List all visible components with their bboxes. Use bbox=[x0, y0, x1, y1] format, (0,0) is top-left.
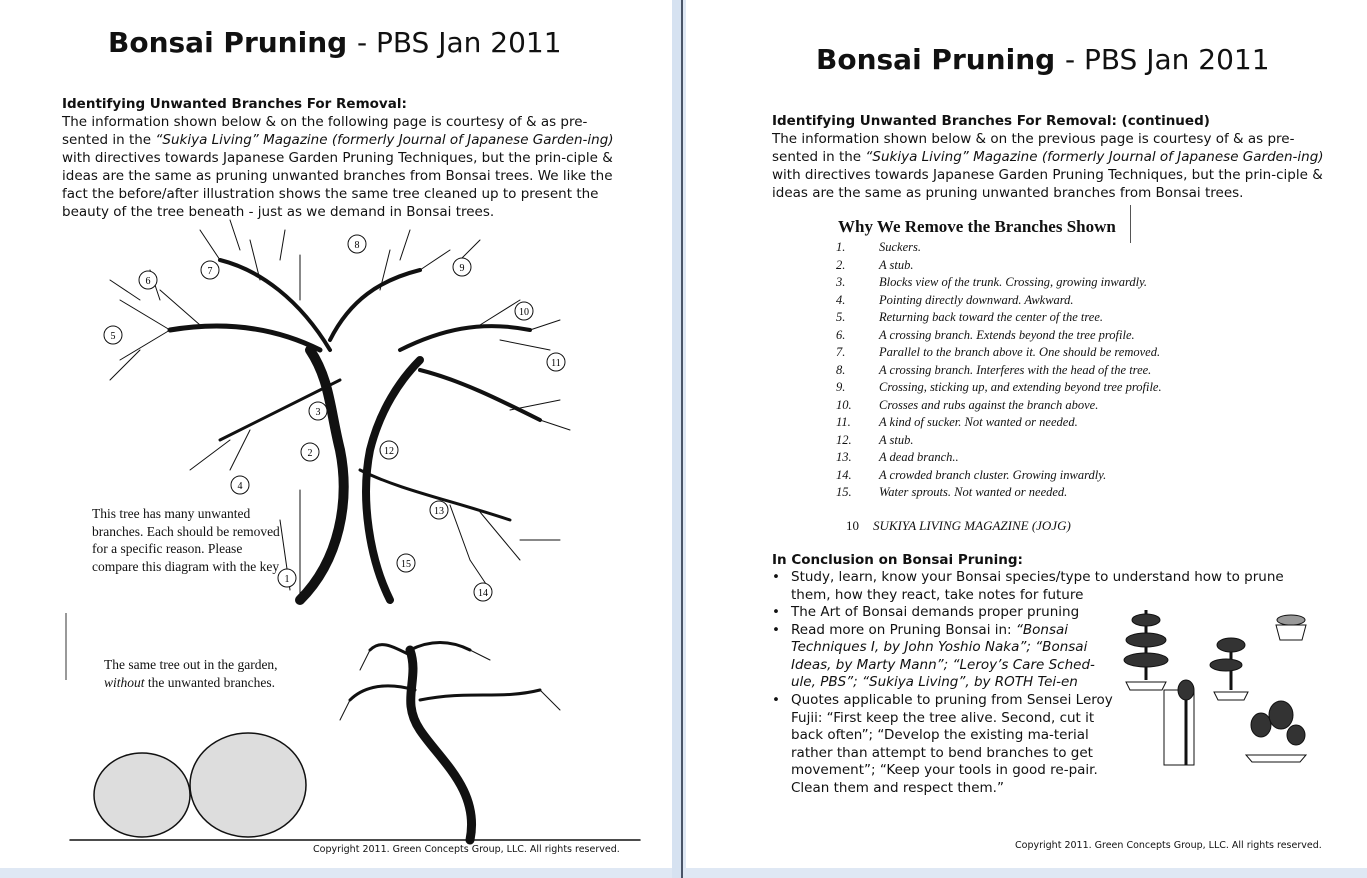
key-number: 7. bbox=[836, 345, 846, 359]
key-item bbox=[836, 398, 1162, 416]
branch-marker-label: 2 bbox=[307, 448, 313, 459]
key-item bbox=[836, 485, 1162, 503]
key-text: Water sprouts. Not wanted or needed. bbox=[879, 485, 1068, 499]
bullet-text: Read more on Pruning Bonsai in: bbox=[791, 621, 1016, 638]
key-number: 8. bbox=[836, 362, 846, 377]
key-item bbox=[836, 468, 1162, 486]
key-number: 15. bbox=[836, 485, 852, 499]
branch-marker-label: 6 bbox=[145, 276, 151, 287]
key-text: Crossing, sticking up, and extending beyond tree profile. bbox=[879, 380, 1162, 394]
branch-marker-label: 4 bbox=[237, 481, 243, 492]
intro-text: The information shown below & on the following page is courtesy of & as pre-sented in the bbox=[62, 114, 588, 148]
copyright: Copyright 2011. Green Concepts Group, LLC. All rights reserved. bbox=[1015, 840, 1322, 851]
key-text: A stub. bbox=[879, 257, 914, 272]
key-item bbox=[836, 345, 1162, 363]
caption-after-text-cont: the unwanted branches. bbox=[144, 674, 275, 690]
key-item bbox=[836, 415, 1162, 433]
bullet-item: • The Art of Bonsai demands proper pruning bbox=[772, 604, 1122, 622]
key-text: A stub. bbox=[879, 432, 914, 447]
bullet-item bbox=[772, 622, 1116, 692]
key-number: 4. bbox=[836, 292, 846, 307]
branch-key-list bbox=[836, 240, 1162, 503]
branch-marker-label: 14 bbox=[478, 588, 488, 599]
intro-text: The information shown below & on the previous page is courtesy of & as pre-sented in the bbox=[772, 131, 1295, 165]
conclusion-bullets bbox=[772, 604, 1122, 798]
key-item bbox=[836, 258, 1162, 276]
key-item bbox=[836, 450, 1162, 468]
copyright: Copyright 2011. Green Concepts Group, LLC. All rights reserved. bbox=[313, 844, 620, 855]
intro-italic: “Sukiya Living” Magazine (formerly Journal of Japanese Garden-ing) bbox=[155, 132, 614, 148]
branch-marker-label: 13 bbox=[434, 506, 444, 517]
key-number: 3. bbox=[836, 275, 846, 289]
key-number: 5. bbox=[836, 310, 846, 324]
bullet-italic: “Bonsai Techniques I, by John Yoshio Naka”; “Bonsai Ideas, by Marty Mann”; “Leroy’s Care Sched-ule, PBS”; “Sukiya Living”, by ROTH Tei-en bbox=[791, 621, 1095, 691]
source-credit bbox=[846, 518, 1071, 534]
key-item bbox=[836, 310, 1162, 328]
tree-illustration bbox=[0, 0, 672, 868]
key-text: Returning back toward the center of the tree. bbox=[879, 310, 1104, 324]
key-text: A kind of sucker. Not wanted or needed. bbox=[879, 415, 1078, 429]
branch-marker-label: 11 bbox=[551, 358, 561, 369]
section-heading: Identifying Unwanted Branches For Removal: bbox=[62, 96, 407, 112]
key-text: Suckers. bbox=[879, 240, 921, 254]
key-item bbox=[836, 328, 1162, 346]
title-suffix: - PBS Jan 2011 bbox=[1064, 43, 1270, 76]
key-item bbox=[836, 363, 1162, 381]
margin-mark bbox=[1130, 205, 1131, 243]
caption-before: This tree has many unwanted branches. Each should be removed for a specific reason. Please compare this diagram with the key bbox=[92, 506, 280, 574]
key-number: 14. bbox=[836, 467, 852, 482]
branch-marker-label: 15 bbox=[401, 559, 411, 570]
key-text: A crossing branch. Extends beyond the tree profile. bbox=[879, 327, 1135, 342]
source-page-number: 10 bbox=[846, 518, 859, 533]
conclusion-heading-wrap bbox=[772, 551, 1023, 569]
key-number: 6. bbox=[836, 327, 846, 342]
bullet-item: • Quotes applicable to pruning from Sensei Leroy Fujii: “First keep the tree alive. Second, cut it back often”; “Develop the existing ma-terial rather than attempt to bend branches to get movement”; “Keep your tools in good re-pair. Clean them and respect them.” bbox=[772, 692, 1116, 798]
caption-after bbox=[104, 656, 314, 691]
key-number: 12. bbox=[836, 432, 852, 447]
intro-text-cont: with directives towards Japanese Garden Pruning Techniques, but the prin-ciple & ideas are the same as pruning unwanted branches from Bonsai trees. bbox=[772, 167, 1323, 201]
key-number: 13. bbox=[836, 450, 852, 464]
caption-after-text: The same tree out in the garden, bbox=[104, 657, 278, 672]
branch-marker-label: 3 bbox=[315, 407, 321, 418]
key-text: Parallel to the branch above it. One should be removed. bbox=[879, 345, 1161, 359]
bullet-item: • Study, learn, know your Bonsai species/type to understand how to prune them, how they react, take notes for future bbox=[772, 569, 1311, 604]
intro-italic: “Sukiya Living” Magazine (formerly Journal of Japanese Garden-ing) bbox=[865, 149, 1324, 165]
key-title: Why We Remove the Branches Shown bbox=[838, 217, 1116, 236]
branch-marker-label: 12 bbox=[384, 446, 394, 457]
key-number: 1. bbox=[836, 240, 846, 254]
key-item bbox=[836, 275, 1162, 293]
title-main: Bonsai Pruning bbox=[816, 43, 1056, 76]
branch-marker-label: 8 bbox=[354, 240, 360, 251]
page-divider bbox=[681, 0, 683, 878]
key-text: Pointing directly downward. Awkward. bbox=[879, 292, 1074, 307]
branch-marker-label: 1 bbox=[284, 574, 290, 585]
key-item bbox=[836, 380, 1162, 398]
caption-after-italic: without bbox=[104, 674, 145, 690]
key-number: 11. bbox=[836, 415, 851, 429]
title-suffix: - PBS Jan 2011 bbox=[356, 26, 562, 59]
key-item bbox=[836, 433, 1162, 451]
key-text: A dead branch.. bbox=[879, 450, 959, 464]
conclusion-heading: In Conclusion on Bonsai Pruning: bbox=[772, 552, 1023, 568]
branch-marker-label: 9 bbox=[459, 263, 465, 274]
branch-marker-label: 7 bbox=[207, 266, 213, 277]
key-text: Blocks view of the trunk. Crossing, growing inwardly. bbox=[879, 275, 1148, 289]
conclusion-bullet-1 bbox=[772, 569, 1332, 604]
key-item bbox=[836, 240, 1162, 258]
key-number: 2. bbox=[836, 257, 846, 272]
branch-marker-label: 10 bbox=[519, 307, 529, 318]
key-item bbox=[836, 293, 1162, 311]
title-main: Bonsai Pruning bbox=[108, 26, 348, 59]
key-text: Crosses and rubs against the branch above. bbox=[879, 397, 1099, 412]
source-name: SUKIYA LIVING MAGAZINE (JOJG) bbox=[873, 518, 1071, 533]
page-gutter bbox=[672, 0, 681, 878]
key-text: A crowded branch cluster. Growing inwardly. bbox=[879, 467, 1107, 482]
branch-marker-label: 5 bbox=[110, 331, 116, 342]
key-number: 10. bbox=[836, 397, 852, 412]
key-number: 9. bbox=[836, 380, 846, 394]
document-page-left bbox=[0, 0, 672, 868]
section-heading: Identifying Unwanted Branches For Removal: (continued) bbox=[772, 113, 1210, 129]
key-text: A crossing branch. Interferes with the head of the tree. bbox=[879, 362, 1152, 377]
intro-text-cont: with directives towards Japanese Garden Pruning Techniques, but the prin-ciple & ideas are the same as pruning unwanted branches from Bonsai trees. We like the fact the before/after illustration shows the same tree cleaned up to present the beauty of the tree beneath - just as we demand in Bonsai trees. bbox=[62, 150, 613, 220]
